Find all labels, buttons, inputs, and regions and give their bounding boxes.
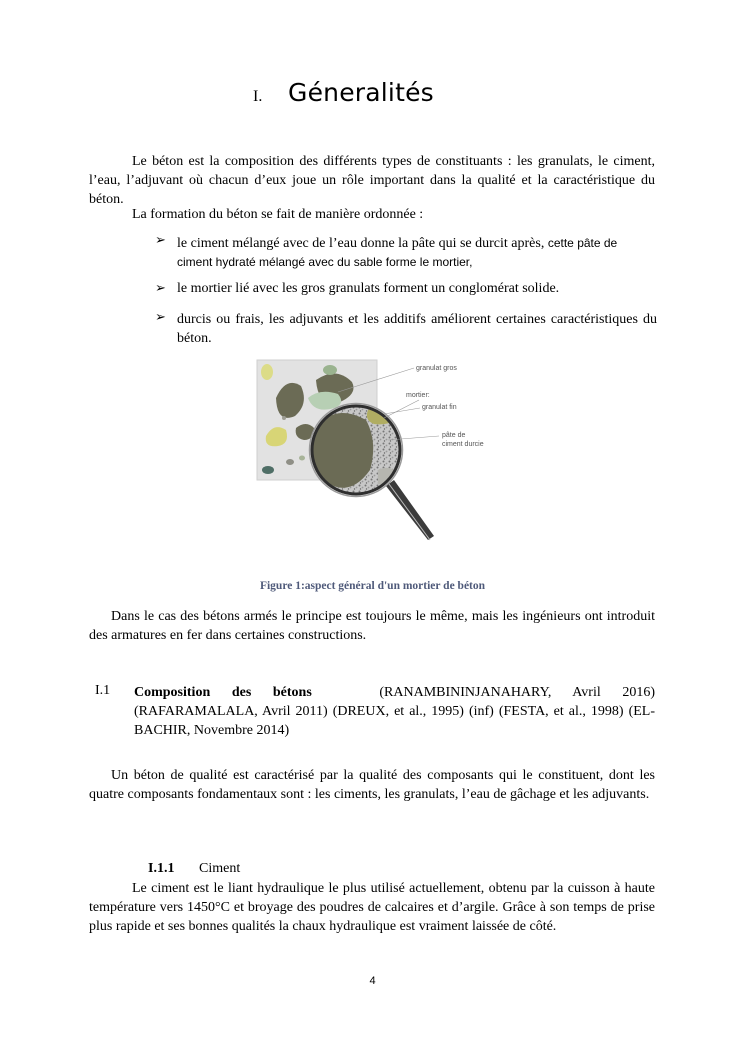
intro-paragraph: Le béton est la composition des différents types de constituants : les granulats, le ciment, l’eau, l’adjuvant où chacun d’eux joue un rôle important dans la qualité et la caractéristique du béton. (89, 154, 655, 207)
mortar-illustration (256, 358, 492, 544)
arrow-bullet-icon: ➢ (155, 233, 166, 248)
aggregate-green (323, 365, 337, 375)
quality-paragraph: Un béton de qualité est caractérisé par la qualité des composants qui le constituent, dont les quatre composants fondamentaux sont : les ciments, les granulats, l’eau de gâchage et les adjuvants. (89, 768, 655, 802)
bullet-item-1-text-a: le ciment mélangé avec de l’eau donne la pâte qui se durcit après, (177, 236, 548, 251)
cement-paragraph: Le ciment est le liant hydraulique le plus utilisé actuellement, obtenu par la cuisson à haute température vers 1450°C et broyage des poudres de calcaires et d’argile. Grâce à son temps de prise plus rapide et ses bonnes qualités la chaux hydraulique est vraiment laissée de côté. (89, 881, 655, 934)
aggregate-yellow (261, 364, 273, 380)
arrow-bullet-icon: ➢ (155, 310, 166, 325)
section-heading (134, 683, 655, 740)
figure-caption: Figure 1:aspect général d'un mortier de béton (259, 580, 486, 592)
bullet-item-1-text-b: cette pâte de (547, 236, 618, 250)
section-number: I.1 (95, 683, 111, 698)
reinforced-concrete-paragraph: Dans le cas des bétons armés le principe est toujours le même, mais les ingénieurs ont introduit des armatures en fer dans certaines constructions. (89, 609, 655, 643)
label-mortier: mortier: (406, 392, 430, 399)
bullet-item-1 (177, 234, 657, 271)
bullet-item-1-text-c: ciment hydraté mélangé avec du sable forme le mortier, (177, 255, 473, 269)
label-pate-2: ciment durcie (442, 441, 484, 448)
bullet-item-2: le mortier lié avec les gros granulats forment un conglomérat solide. (177, 281, 560, 296)
aggregate-grey (299, 456, 305, 461)
label-pate-1: pâte de (442, 432, 466, 439)
arrow-bullet-icon: ➢ (155, 281, 166, 296)
formation-paragraph: La formation du béton se fait de manière ordonnée : (132, 207, 424, 222)
heading-number: I. (253, 88, 263, 105)
page-title: Géneralités (288, 78, 434, 107)
aggregate-grey (286, 459, 294, 465)
section-title: Composition des bétons (134, 685, 312, 700)
subsection-title: Ciment (199, 861, 241, 876)
page-number: 4 (369, 975, 376, 987)
bullet-item-3: durcis ou frais, les adjuvants et les additifs améliorent certaines caractéristiques du béton. (177, 312, 657, 346)
label-granulat-fin: granulat fin (422, 404, 457, 411)
label-granulat-gros: granulat gros (416, 365, 457, 372)
mortar-figure (256, 358, 492, 544)
aggregate-teal (262, 466, 274, 474)
subsection-number: I.1.1 (148, 861, 175, 876)
section-references: (RANAMBININJANAHARY, Avril 2016) (RAFARAMALALA, Avril 2011) (DREUX, et al., 1995) (inf) (FESTA, et al., 1998) (EL-BACHIR, Novembre 2014) (134, 685, 655, 738)
